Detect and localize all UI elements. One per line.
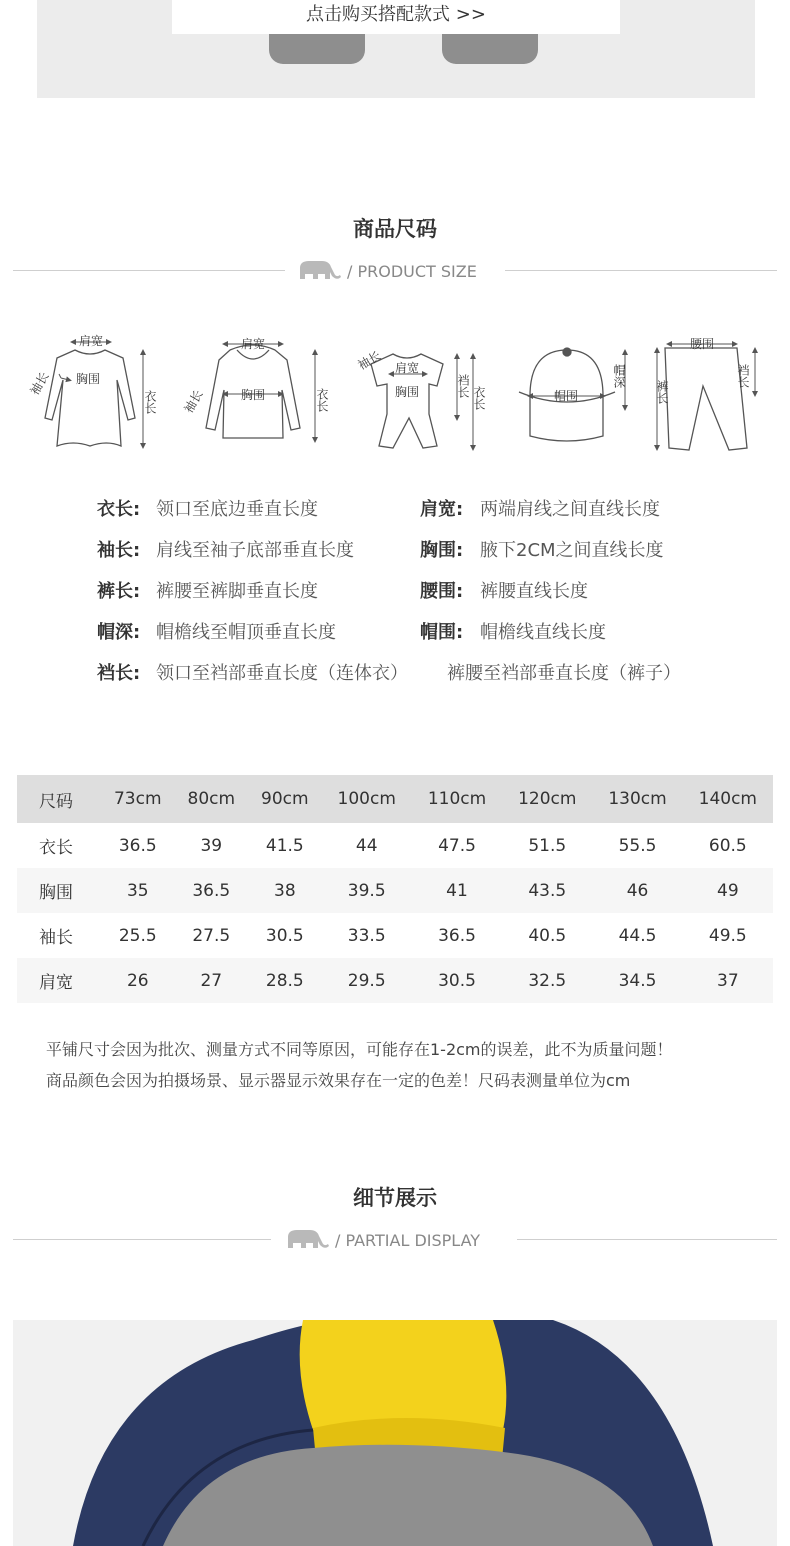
- hat-depth-label: 帽深: [612, 364, 626, 388]
- table-cell: 29.5: [322, 958, 412, 1003]
- table-cell: 46: [592, 868, 682, 913]
- table-cell: 44: [355, 835, 378, 856]
- table-cell: 37: [683, 958, 773, 1003]
- divider-right: [517, 1239, 777, 1240]
- size-section-title: 商品尺码: [353, 217, 437, 241]
- definition-term: 裆长:: [97, 663, 141, 684]
- table-cell: 肩宽: [17, 958, 101, 1003]
- table-cell: 衣长: [39, 838, 73, 858]
- table-cell: 41: [412, 868, 502, 913]
- detail-section-title: 细节展示: [353, 1186, 437, 1210]
- hat-circumference-label: 帽围: [553, 389, 579, 403]
- table-row: [17, 868, 773, 913]
- table-cell: 49: [683, 868, 773, 913]
- definition-row: [97, 537, 737, 578]
- table-header-cell: 140cm: [683, 775, 773, 823]
- buy-matching-button[interactable]: 点击购买搭配款式 >>: [172, 0, 620, 34]
- table-cell: 36.5: [118, 835, 157, 856]
- definition-desc: 领口至裆部垂直长度（连体衣）: [156, 663, 408, 684]
- hood-detail-photo: [13, 1320, 777, 1546]
- romper-crotch-label: 裆长: [456, 374, 470, 398]
- table-cell: 51.5: [528, 835, 567, 856]
- table-cell: 35: [101, 868, 175, 913]
- table-cell: 41.5: [265, 835, 304, 856]
- definition-term: 衣长:: [97, 499, 141, 520]
- grey-sleeve-right: [442, 30, 538, 64]
- table-cell: 39.5: [322, 868, 412, 913]
- table-cell: 28.5: [248, 958, 322, 1003]
- definition-desc: 帽檐线至帽顶垂直长度: [156, 622, 336, 643]
- hoodie-length-label: 衣长: [315, 388, 329, 412]
- hoodie-shoulder-label: 肩宽: [240, 337, 266, 351]
- table-cell: 胸围: [17, 868, 101, 913]
- table-cell: 27: [175, 958, 249, 1003]
- romper-length-label: 衣长: [472, 386, 486, 410]
- definition-term: 帽深:: [97, 622, 141, 643]
- elephant-icon: [296, 259, 342, 281]
- definition-term: 腰围:: [420, 581, 464, 602]
- table-cell: 27.5: [192, 925, 231, 946]
- definition-desc: 裤腰直线长度: [480, 581, 588, 602]
- table-header-cell: 100cm: [322, 775, 412, 823]
- table-header-cell: 110cm: [412, 775, 502, 823]
- note-line: 商品颜色会因为拍摄场景、显示器显示效果存在一定的色差！尺码表测量单位为cm: [46, 1071, 631, 1090]
- size-definitions: [97, 496, 737, 701]
- romper-chest-label: 胸围: [394, 385, 420, 399]
- detail-section-subtitle: / PARTIAL DISPLAY: [335, 1231, 481, 1250]
- definition-desc: 肩线至袖子底部垂直长度: [156, 540, 354, 561]
- table-cell: 49.5: [708, 925, 747, 946]
- definition-desc: 领口至底边垂直长度: [156, 499, 318, 520]
- table-cell: 26: [101, 958, 175, 1003]
- table-cell: 30.5: [265, 925, 304, 946]
- table-cell: 39: [200, 835, 223, 856]
- table-row: [17, 958, 773, 1003]
- table-cell: 袖长: [39, 928, 73, 948]
- romper-shoulder-label: 肩宽: [394, 361, 420, 375]
- romper-sleeve-label: 袖长: [355, 348, 384, 373]
- table-header-cell: 120cm: [502, 775, 592, 823]
- definition-desc: 帽檐线直线长度: [480, 622, 606, 643]
- definition-term: 肩宽:: [420, 499, 464, 520]
- table-cell: 44.5: [618, 925, 657, 946]
- table-cell: 25.5: [118, 925, 157, 946]
- table-header-cell: 80cm: [175, 775, 249, 823]
- definition-term: 裤长:: [97, 581, 141, 602]
- definition-row: [97, 619, 737, 660]
- table-header-row: [17, 775, 773, 823]
- dress-length-label: 衣长: [143, 390, 157, 414]
- divider-right: [505, 270, 777, 271]
- definition-desc: 腋下2CM之间直线长度: [480, 540, 664, 561]
- definition-row: [97, 578, 737, 619]
- divider-left: [13, 270, 285, 271]
- grey-sleeve-left: [269, 30, 365, 64]
- table-cell: 32.5: [502, 958, 592, 1003]
- table-cell: 36.5: [175, 868, 249, 913]
- table-header-cell: 130cm: [592, 775, 682, 823]
- table-cell: 30.5: [412, 958, 502, 1003]
- table-cell: 55.5: [618, 835, 657, 856]
- size-table: [17, 775, 773, 1003]
- divider-left: [13, 1239, 271, 1240]
- table-header-cell: 尺码: [17, 775, 101, 823]
- size-diagrams: [25, 328, 765, 458]
- size-notes: [46, 1034, 673, 1096]
- table-cell: 34.5: [592, 958, 682, 1003]
- table-cell: 40.5: [528, 925, 567, 946]
- table-cell: 33.5: [347, 925, 386, 946]
- table-cell: 60.5: [708, 835, 747, 856]
- elephant-icon: [284, 1228, 330, 1250]
- size-section-subtitle: / PRODUCT SIZE: [347, 262, 477, 281]
- table-cell: 43.5: [502, 868, 592, 913]
- table-row: [17, 823, 773, 868]
- dress-sleeve-label: 袖长: [27, 369, 52, 398]
- hood-illustration: [13, 1320, 777, 1546]
- definition-desc: 裤腰至裤脚垂直长度: [156, 581, 318, 602]
- pants-diagram: [665, 348, 747, 450]
- definition-desc: 裤腰至裆部垂直长度（裤子）: [447, 663, 681, 684]
- definition-desc: 两端肩线之间直线长度: [480, 499, 660, 520]
- note-line: 平铺尺寸会因为批次、测量方式不同等原因，可能存在1-2cm的误差，此不为质量问题！: [46, 1040, 673, 1059]
- definition-term: 胸围:: [420, 540, 464, 561]
- hoodie-chest-label: 胸围: [240, 388, 266, 402]
- definition-row: [97, 496, 737, 537]
- pants-waist-label: 腰围: [689, 337, 715, 351]
- table-row: [17, 913, 773, 958]
- definition-term: 袖长:: [97, 540, 141, 561]
- definition-term: 帽围:: [420, 622, 464, 643]
- dress-shoulder-label: 肩宽: [78, 334, 104, 348]
- definition-row: [97, 660, 737, 701]
- table-header-cell: 73cm: [101, 775, 175, 823]
- hoodie-sleeve-label: 袖长: [181, 387, 206, 416]
- table-cell: 47.5: [438, 835, 476, 856]
- dress-diagram: [45, 350, 135, 446]
- pants-crotch-label: 裆长: [736, 364, 750, 388]
- table-cell: 38: [248, 868, 322, 913]
- dress-chest-label: 胸围: [75, 372, 101, 386]
- table-cell: 36.5: [438, 925, 476, 946]
- pants-length-label: 裤长: [655, 380, 669, 404]
- table-header-cell: 90cm: [248, 775, 322, 823]
